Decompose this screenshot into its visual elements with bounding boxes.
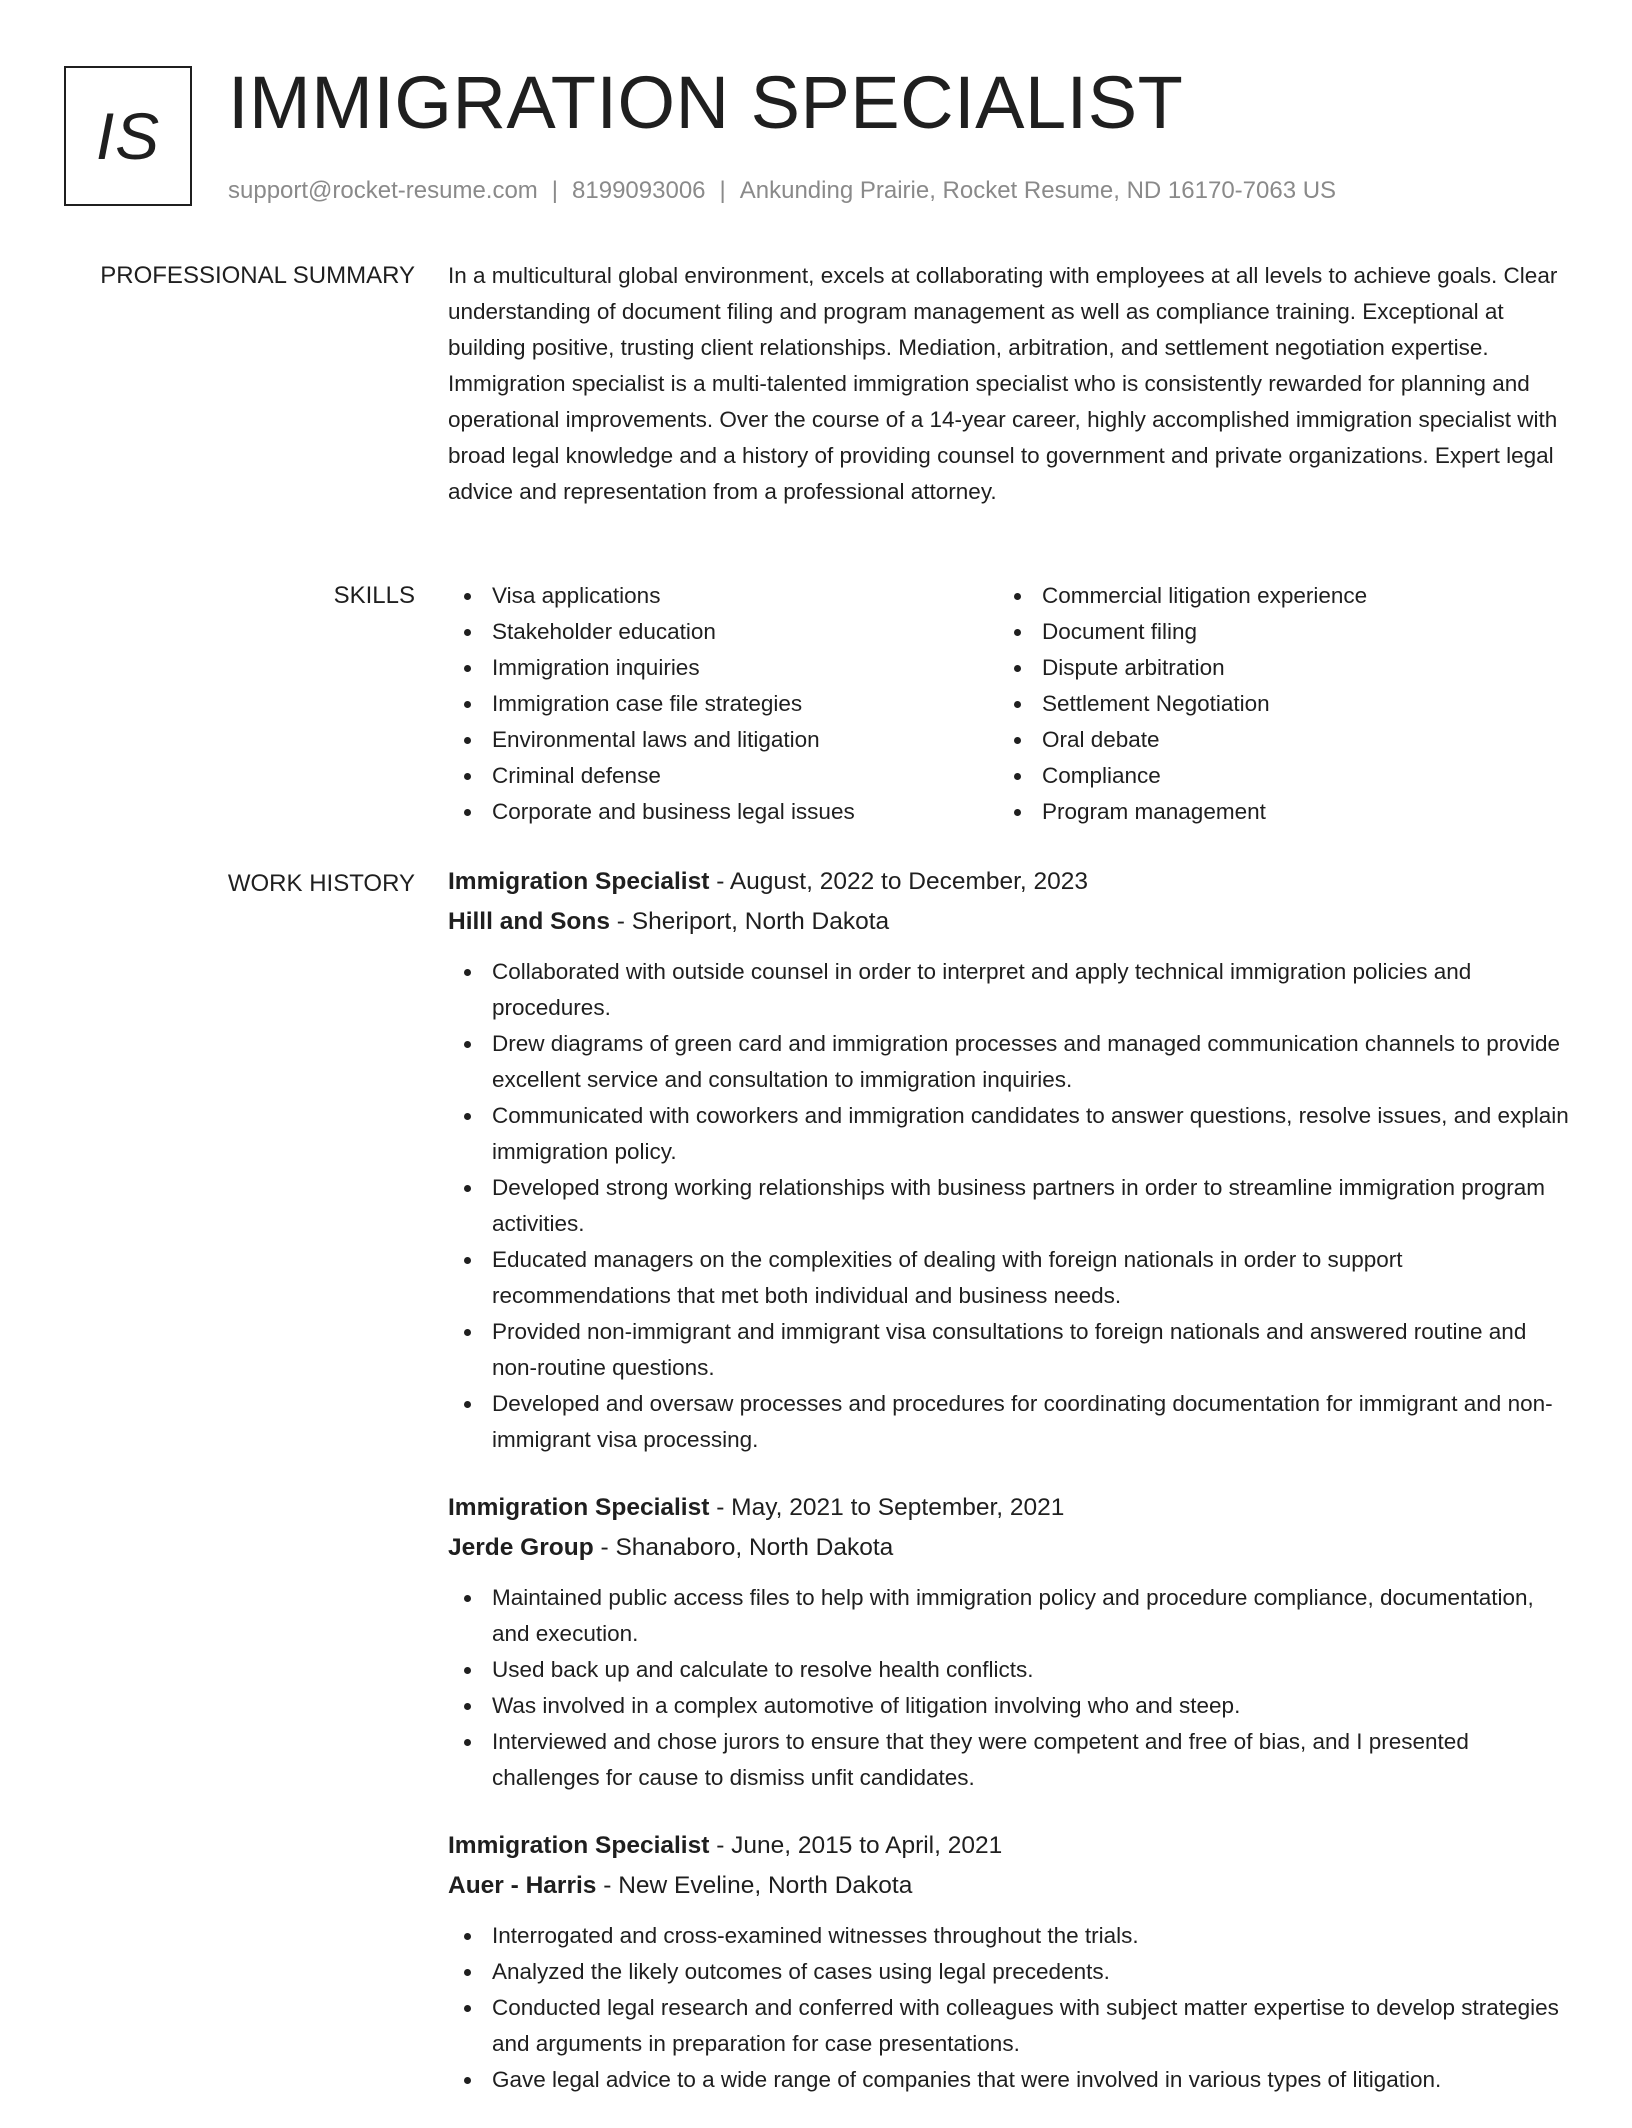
job-dates: - August, 2022 to December, 2023 xyxy=(709,868,1089,895)
job-bullet-list xyxy=(448,1918,1572,2098)
skill-item: Immigration case file strategies xyxy=(448,686,998,722)
job-role: Immigration Specialist xyxy=(448,868,710,895)
address-text: Ankunding Prairie, Rocket Resume, ND 16170-7063 US xyxy=(739,177,1337,204)
skill-item: Document filing xyxy=(998,614,1548,650)
job-bullet: Provided non-immigrant and immigrant visa consultations to foreign nationals and answered routine and non-routine questions. xyxy=(448,1314,1572,1386)
skill-item: Settlement Negotiation xyxy=(998,686,1548,722)
contact-separator: | xyxy=(719,177,726,204)
skill-item: Corporate and business legal issues xyxy=(448,794,998,830)
job-bullet: Interviewed and chose jurors to ensure that they were competent and free of bias, and I presented challenges for cause to dismiss unfit candidates. xyxy=(448,1724,1572,1796)
skill-item: Environmental laws and litigation xyxy=(448,722,998,758)
page-title: IMMIGRATION SPECIALIST xyxy=(228,61,1184,144)
skill-item: Immigration inquiries xyxy=(448,650,998,686)
job-title-line xyxy=(448,862,1572,902)
job-title-line xyxy=(448,1826,1572,1866)
contact-line xyxy=(228,174,1336,208)
email-text: support@rocket-resume.com xyxy=(228,177,538,204)
job-dates: - May, 2021 to September, 2021 xyxy=(709,1494,1065,1521)
job-bullet: Educated managers on the complexities of dealing with foreign nationals in order to support recommendations that met both individual and business needs. xyxy=(448,1242,1572,1314)
skill-item: Oral debate xyxy=(998,722,1548,758)
job-entry xyxy=(448,1488,1572,1796)
work-history-heading: WORK HISTORY xyxy=(227,870,415,897)
job-bullet: Maintained public access files to help with immigration policy and procedure compliance, documentation, and execution. xyxy=(448,1580,1572,1652)
job-bullet: Collaborated with outside counsel in order to interpret and apply technical immigration policies and procedures. xyxy=(448,954,1572,1026)
job-entry xyxy=(448,1826,1572,2098)
job-location: - New Eveline, North Dakota xyxy=(596,1872,913,1899)
job-bullet: Interrogated and cross-examined witnesses throughout the trials. xyxy=(448,1918,1572,1954)
contact-separator: | xyxy=(551,177,559,204)
summary-text: In a multicultural global environment, excels at collaborating with employees at all levels to achieve goals. Clear understanding of document filing and program management as well as compliance training. Exceptional at building positive, trusting client relationships. Mediation, arbitration, and settlement negotiation expertise. Immigration specialist is a multi-talented immigration specialist who is consistently rewarded for planning and operational improvements. Over the course of a 14-year career, highly accomplished immigration specialist with broad legal knowledge and a history of providing counsel to government and private organizations. Expert legal advice and representation from a professional attorney. xyxy=(448,263,1558,504)
job-company: Hilll and Sons xyxy=(448,908,610,935)
job-title-line xyxy=(448,1488,1572,1528)
job-company-line xyxy=(448,1528,1572,1568)
job-role: Immigration Specialist xyxy=(448,1494,710,1521)
job-bullet: Developed and oversaw processes and procedures for coordinating documentation for immigrant and non-immigrant visa processing. xyxy=(448,1386,1572,1458)
job-company-line xyxy=(448,902,1572,942)
skill-item: Criminal defense xyxy=(448,758,998,794)
job-company: Jerde Group xyxy=(448,1534,594,1561)
job-bullet-list xyxy=(448,954,1572,1458)
summary-body xyxy=(448,258,1572,510)
job-bullet: Communicated with coworkers and immigration candidates to answer questions, resolve issues, and explain immigration policy. xyxy=(448,1098,1572,1170)
job-bullet: Gave legal advice to a wide range of companies that were involved in various types of litigation. xyxy=(448,2062,1572,2098)
summary-heading: PROFESSIONAL SUMMARY xyxy=(100,262,415,289)
skills-list-left xyxy=(448,578,998,830)
work-history-body xyxy=(448,862,1572,2128)
skill-item: Program management xyxy=(998,794,1548,830)
skill-item: Stakeholder education xyxy=(448,614,998,650)
skills-heading: SKILLS xyxy=(333,582,415,609)
job-entry xyxy=(448,862,1572,1458)
job-bullet: Developed strong working relationships with business partners in order to streamline immigration program activities. xyxy=(448,1170,1572,1242)
job-location: - Shanaboro, North Dakota xyxy=(593,1534,894,1561)
skills-list-right xyxy=(998,578,1548,830)
job-bullet: Analyzed the likely outcomes of cases using legal precedents. xyxy=(448,1954,1572,1990)
job-bullet-list xyxy=(448,1580,1572,1796)
skill-item: Commercial litigation experience xyxy=(998,578,1548,614)
job-bullet: Was involved in a complex automotive of litigation involving who and steep. xyxy=(448,1688,1572,1724)
job-bullet: Drew diagrams of green card and immigration processes and managed communication channels to provide excellent service and consultation to immigration inquiries. xyxy=(448,1026,1572,1098)
job-bullet: Conducted legal research and conferred with colleagues with subject matter expertise to develop strategies and arguments in preparation for case presentations. xyxy=(448,1990,1572,2062)
skill-item: Compliance xyxy=(998,758,1548,794)
job-location: - Sheriport, North Dakota xyxy=(610,908,890,935)
job-bullet: Used back up and calculate to resolve health conflicts. xyxy=(448,1652,1572,1688)
skill-item: Dispute arbitration xyxy=(998,650,1548,686)
monogram: IS xyxy=(64,66,192,206)
skill-item: Visa applications xyxy=(448,578,998,614)
phone-text: 8199093006 xyxy=(572,177,706,204)
job-company-line xyxy=(448,1866,1572,1906)
job-company: Auer - Harris xyxy=(448,1872,597,1899)
skills-body xyxy=(448,578,1572,830)
job-role: Immigration Specialist xyxy=(448,1832,710,1859)
job-dates: - June, 2015 to April, 2021 xyxy=(709,1832,1003,1859)
